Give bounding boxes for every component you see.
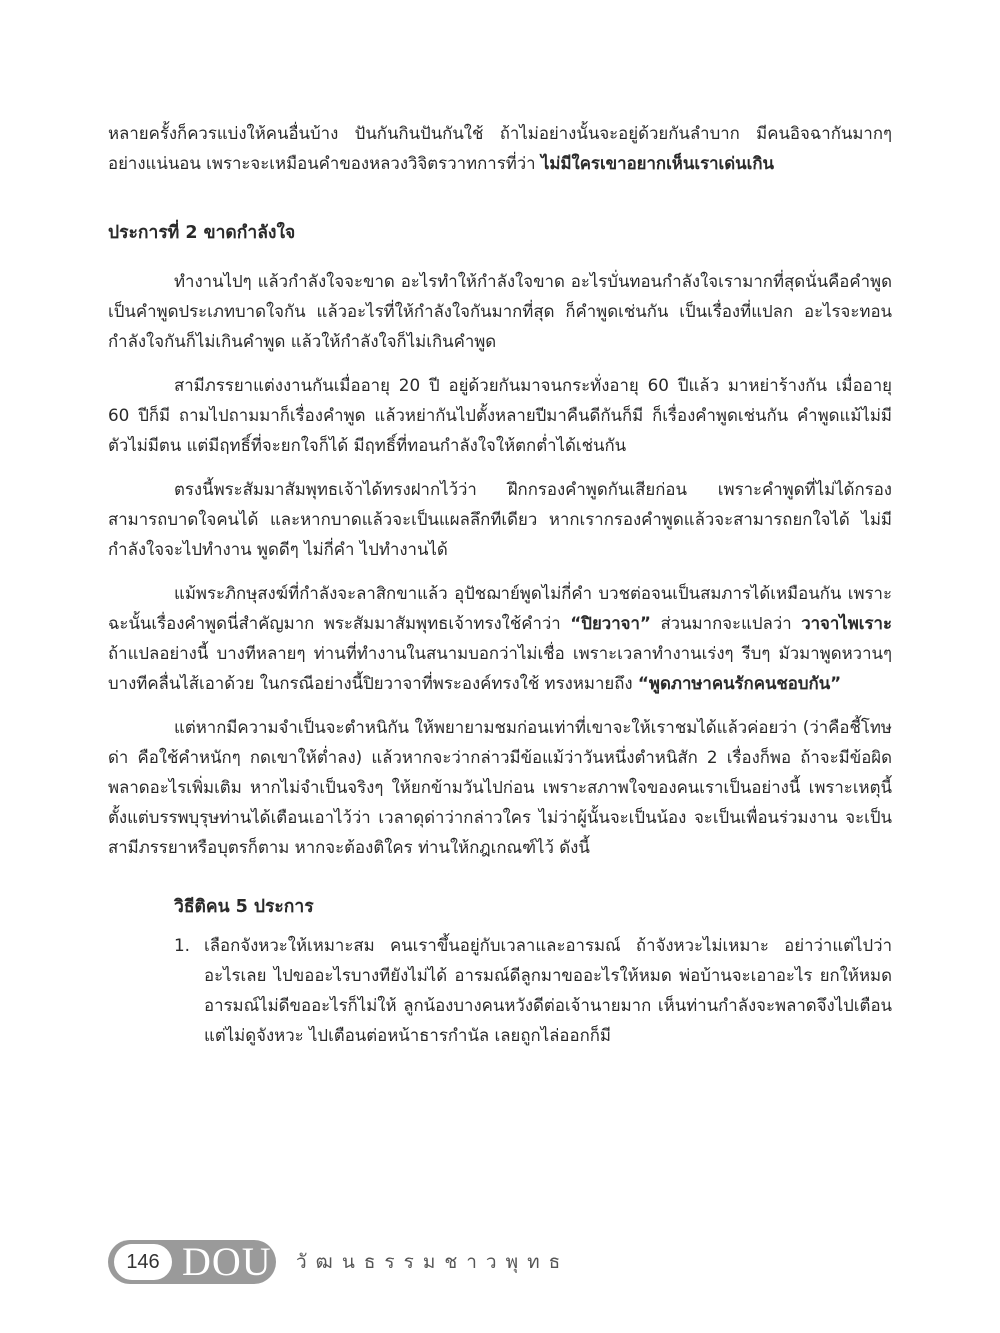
paragraph-3: ตรงนี้พระสัมมาสัมพุทธเจ้าได้ทรงฝากไว้ว่า ฝึกกรองคำพูดกันเสียก่อน เพราะคำพูดที่ไม่ได้กรองสามารถบาดใจคนได้ และหากบาดแล้วจะเป็นแผลลึกทีเดียว หากเรากรองคำพูดแล้วจะสามารถยกใจได้ ไม่มีกำลังใจจะไปทำงาน พูดดีๆ ไม่กี่คำ ไปทำงานได้ — [108, 479, 892, 559]
list-item — [174, 930, 892, 1050]
footer-badge — [108, 1240, 276, 1284]
page-content — [108, 118, 892, 1050]
emphasis-vaja-pairoh: วาจาไพเราะ — [801, 613, 892, 633]
page-number: 146 — [114, 1244, 172, 1280]
list-item-number: 1. — [174, 935, 191, 955]
paragraph-5: แต่หากมีความจำเป็นจะตำหนิกัน ให้พยายามชมก่อนเท่าที่เขาจะให้เราชมได้แล้วค่อยว่า (ว่าคือชี้โทษ ด่า คือใช้คำหนักๆ กดเขาให้ต่ำลง) แล้วหากจะว่ากล่าวมีข้อแม้ว่าวันหนึ่งตำหนิสัก 2 เรื่องก็พอ ถ้าจะมีข้อผิดพลาดอะไรเพิ่มเติม หากไม่จำเป็นจริงๆ ให้ยกข้ามวันไปก่อน เพราะสภาพใจของคนเราเป็นอย่างนี้ เพราะเหตุนี้ ตั้งแต่บรรพบุรุษท่านได้เตือนเอาไว้ว่า เวลาดุด่าว่ากล่าวใคร ไม่ว่าผู้นั้นจะเป็นน้อง จะเป็นเพื่อนร่วมงาน จะเป็นสามีภรรยาหรือบุตรก็ตาม หากจะต้องติใคร ท่านให้กฎเกณฑ์ไว้ ดังนี้ — [108, 717, 892, 857]
subsection-heading: วิธีติคน 5 ประการ — [174, 897, 314, 917]
book-title: วัฒนธรรมชาวพุทธ — [296, 1251, 570, 1273]
emphasis-piyavaja: “ปิยวาจา” — [570, 613, 651, 633]
paragraph-1: ทำงานไปๆ แล้วกำลังใจจะขาด อะไรทำให้กำลังใจขาด อะไรบั่นทอนกำลังใจเรามากที่สุดนั่นคือคำพูด เป็นคำพูดประเภทบาดใจกัน แล้วอะไรที่ให้กำลังใจกันมากที่สุด ก็คำพูดเช่นกัน เป็นเรื่องที่แปลก อะไรจะทอนกำลังใจกันก็ไม่เกินคำพูด แล้วให้กำลังใจก็ไม่เกินคำพูด — [108, 271, 892, 351]
dou-logo: DOU — [182, 1239, 272, 1284]
paragraph-4: แม้พระภิกษุสงฆ์ที่กำลังจะลาสิกขาแล้ว อุปัชฌาย์พูดไม่กี่คำ บวชต่อจนเป็นสมภารได้เหมือนกัน เพราะฉะนั้นเรื่องคำพูดนี่สำคัญมาก พระสัมมาสัมพุทธเจ้าทรงใช้คำว่า “ปิยวาจา” ส่วนมากจะแปลว่า วาจาไพเราะ ถ้าแปลอย่างนี้ บางทีหลายๆ ท่านที่ทำงานในสนามบอกว่าไม่เชื่อ เพราะเวลาทำงานเร่งๆ รีบๆ มัวมาพูดหวานๆ บางทีคลื่นไส้เอาด้วย ในกรณีอย่างนี้ปิยวาจาที่พระองค์ทรงใช้ ทรงหมายถึง “พูดภาษาคนรักคนชอบกัน” — [108, 583, 892, 693]
section-heading: ประการที่ 2 ขาดกำลังใจ — [108, 223, 296, 243]
paragraph-2: สามีภรรยาแต่งงานกันเมื่ออายุ 20 ปี อยู่ด้วยกันมาจนกระทั่งอายุ 60 ปีแล้ว มาหย่าร้างกัน เมื่ออายุ 60 ปีก็มี ถามไปถามมาก็เรื่องคำพูด แล้วหย่ากันไปตั้งหลายปีมาคืนดีกันก็มี ก็เรื่องคำพูดเช่นกัน คำพูดแม้ไม่มีตัวไม่มีตน แต่มีฤทธิ์ที่จะยกใจก็ได้ มีฤทธิ์ที่ทอนกำลังใจให้ตกต่ำได้เช่นกัน — [108, 375, 892, 455]
intro-paragraph: หลายครั้งก็ควรแบ่งให้คนอื่นบ้าง ปันกันกินปันกันใช้ ถ้าไม่อย่างนั้นจะอยู่ด้วยกันลำบาก มีคนอิจฉากันมากๆ อย่างแน่นอน เพราะจะเหมือนคำของหลวงวิจิตรวาทการที่ว่า ไม่มีใครเขาอยากเห็นเราเด่นเกิน — [108, 123, 892, 173]
numbered-list — [174, 930, 892, 1050]
page-footer — [108, 1238, 569, 1286]
intro-emphasis: ไม่มีใครเขาอยากเห็นเราเด่นเกิน — [540, 153, 774, 173]
list-item-text: เลือกจังหวะให้เหมาะสม คนเราขึ้นอยู่กับเวลาและอารมณ์ ถ้าจังหวะไม่เหมาะ อย่าว่าแต่ไปว่าอะไรเลย ไปขออะไรบางทียังไม่ได้ อารมณ์ดีลูกมาขออะไรให้หมด พ่อบ้านจะเอาอะไร ยกให้หมด อารมณ์ไม่ดีขออะไรก็ไม่ให้ ลูกน้องบางคนหวังดีต่อเจ้านายมาก เห็นท่านกำลังจะพลาดจึงไปเตือน แต่ไม่ดูจังหวะ ไปเตือนต่อหน้าธารกำนัล เลยถูกไล่ออกก็มี — [204, 935, 892, 1045]
emphasis-quote: “พูดภาษาคนรักคนชอบกัน” — [637, 673, 842, 693]
